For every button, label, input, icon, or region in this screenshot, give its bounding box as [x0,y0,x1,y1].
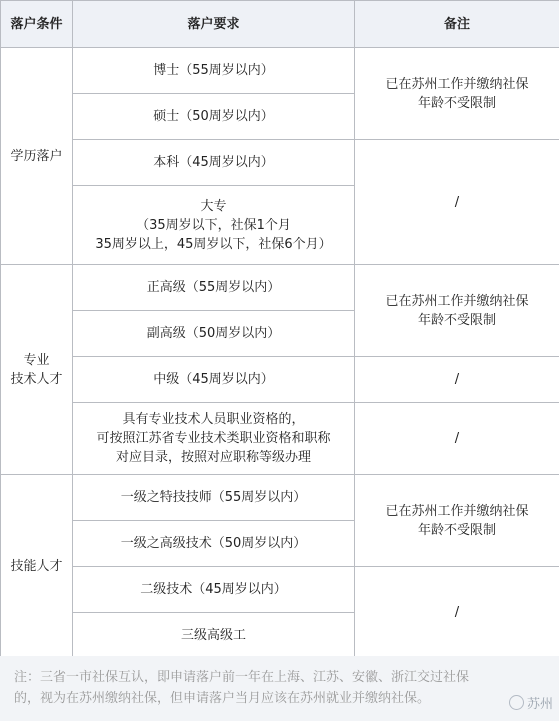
table-header-row [1,1,559,48]
header-requirement: 落户要求 [73,1,355,48]
group-label-education: 学历落户 [1,48,73,265]
remark-education-bottom: / [355,140,559,265]
requirement-special: 一级之特技技师（55周岁以内） [73,475,355,521]
requirement-level3: 三级高级工 [73,613,355,659]
group-label-line: 专业 [23,352,50,368]
remark-professional-top [355,265,559,357]
table-row [1,567,559,613]
group-label-skill: 技能人才 [1,475,73,659]
requirement-college [73,186,355,265]
requirement-vice-senior: 副高级（50周岁以内） [73,311,355,357]
requirement-line: 35周岁以上，45周岁以下，社保6个月） [95,236,332,252]
watermark-text: 苏州 [526,697,553,712]
remark-line: 已在苏州工作并缴纳社保 [385,293,529,309]
requirement-bachelor: 本科（45周岁以内） [73,140,355,186]
requirement-level2: 二级技术（45周岁以内） [73,567,355,613]
header-remark: 备注 [355,1,559,48]
remark-line: 年龄不受限制 [417,522,496,538]
remark-qualification: / [355,403,559,475]
remark-intermediate: / [355,357,559,403]
requirement-master: 硕士（50周岁以内） [73,94,355,140]
remark-skill-top [355,475,559,567]
watermark-logo-icon [509,695,524,710]
requirement-line: 具有专业技术人员职业资格的， [122,412,305,427]
remark-line: 已在苏州工作并缴纳社保 [385,76,529,92]
group-label-professional [1,265,73,475]
header-condition: 落户条件 [1,1,73,48]
requirement-qualification [73,403,355,475]
table-row [1,475,559,521]
requirement-intermediate: 中级（45周岁以内） [73,357,355,403]
watermark [509,693,553,712]
requirement-line: 可按照江苏省专业技术类职业资格和职称 [96,431,331,446]
table-row [1,265,559,311]
remark-line: 已在苏州工作并缴纳社保 [385,503,529,519]
table-row [1,48,559,94]
footnote-line: 注：三省一市社保互认，即申请落户前一年在上海、江苏、安徽、浙江交过社保 [14,670,470,685]
footnote-line: 的，视为在苏州缴纳社保，但申请落户当月应该在苏州就业并缴纳社保。 [14,691,431,706]
table-row [1,357,559,403]
requirement-senior-tech: 一级之高级技术（50周岁以内） [73,521,355,567]
table-row [1,140,559,186]
requirement-line: （35周岁以下，社保1个月 [136,217,291,233]
requirement-phd: 博士（55周岁以内） [73,48,355,94]
remark-line: 年龄不受限制 [417,95,496,111]
requirement-senior: 正高级（55周岁以内） [73,265,355,311]
remark-skill-bottom: / [355,567,559,659]
requirement-line: 对应目录，按照对应职称等级办理 [115,450,311,465]
table-row [1,403,559,475]
remark-education-top [355,48,559,140]
remark-line: 年龄不受限制 [417,312,496,328]
group-label-line: 技术人才 [10,371,63,387]
footnote [0,656,559,721]
requirement-line: 大专 [200,198,227,214]
